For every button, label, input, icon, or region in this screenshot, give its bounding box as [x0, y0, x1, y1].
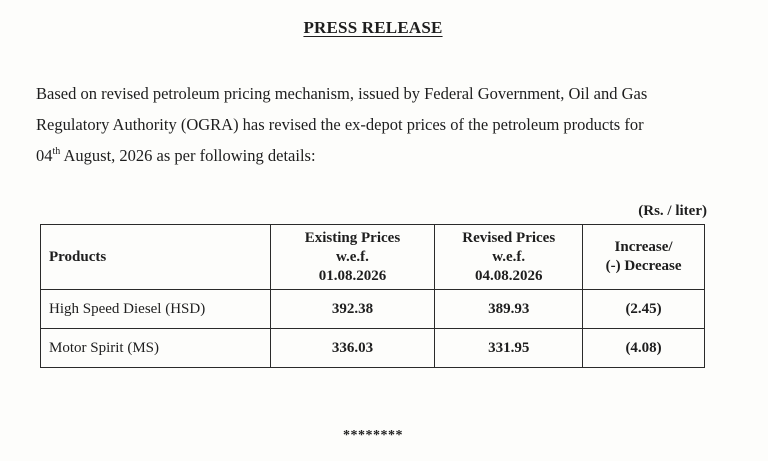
revised-price: 331.95	[435, 329, 583, 368]
intro-line-1: Based on revised petroleum pricing mechanism, issued by Federal Government, Oil and Gas	[36, 84, 648, 103]
header-revised-line-2: w.e.f.	[492, 248, 526, 265]
header-change-line-2: (-) Decrease	[605, 258, 682, 274]
header-revised-line-1: Revised Prices	[462, 229, 556, 246]
price-table	[40, 224, 705, 368]
header-change	[583, 225, 705, 290]
existing-price: 392.38	[270, 290, 435, 329]
header-change-line-1: Increase/	[614, 239, 673, 255]
intro-paragraph	[36, 78, 726, 171]
header-products: Products	[41, 225, 271, 290]
press-release-title	[0, 18, 746, 38]
header-existing-line-3: 01.08.2026	[318, 267, 387, 284]
product-name: Motor Spirit (MS)	[41, 329, 271, 368]
intro-line-3-rest: August, 2026 as per following details:	[60, 146, 316, 165]
date-day: 04	[36, 146, 53, 165]
header-revised-prices	[435, 225, 583, 290]
date-ordinal: th	[52, 146, 61, 157]
product-name: High Speed Diesel (HSD)	[41, 290, 271, 329]
end-marker: ********	[343, 428, 403, 443]
intro-line-3	[36, 140, 726, 171]
price-change: (4.08)	[583, 329, 705, 368]
existing-price: 336.03	[270, 329, 435, 368]
header-existing-prices	[270, 225, 435, 290]
header-existing-line-1: Existing Prices	[304, 229, 401, 246]
unit-note: (Rs. / liter)	[638, 203, 707, 219]
intro-line-2: Regulatory Authority (OGRA) has revised the ex-depot prices of the petroleum products for	[36, 115, 644, 134]
press-release-title-text: PRESS RELEASE	[303, 18, 443, 37]
revised-price: 389.93	[435, 290, 583, 329]
table-header-row	[41, 225, 705, 290]
price-change: (2.45)	[583, 290, 705, 329]
table-row	[41, 329, 705, 368]
header-existing-line-2: w.e.f.	[335, 248, 369, 265]
table-row	[41, 290, 705, 329]
header-revised-line-3: 04.08.2026	[474, 267, 543, 284]
